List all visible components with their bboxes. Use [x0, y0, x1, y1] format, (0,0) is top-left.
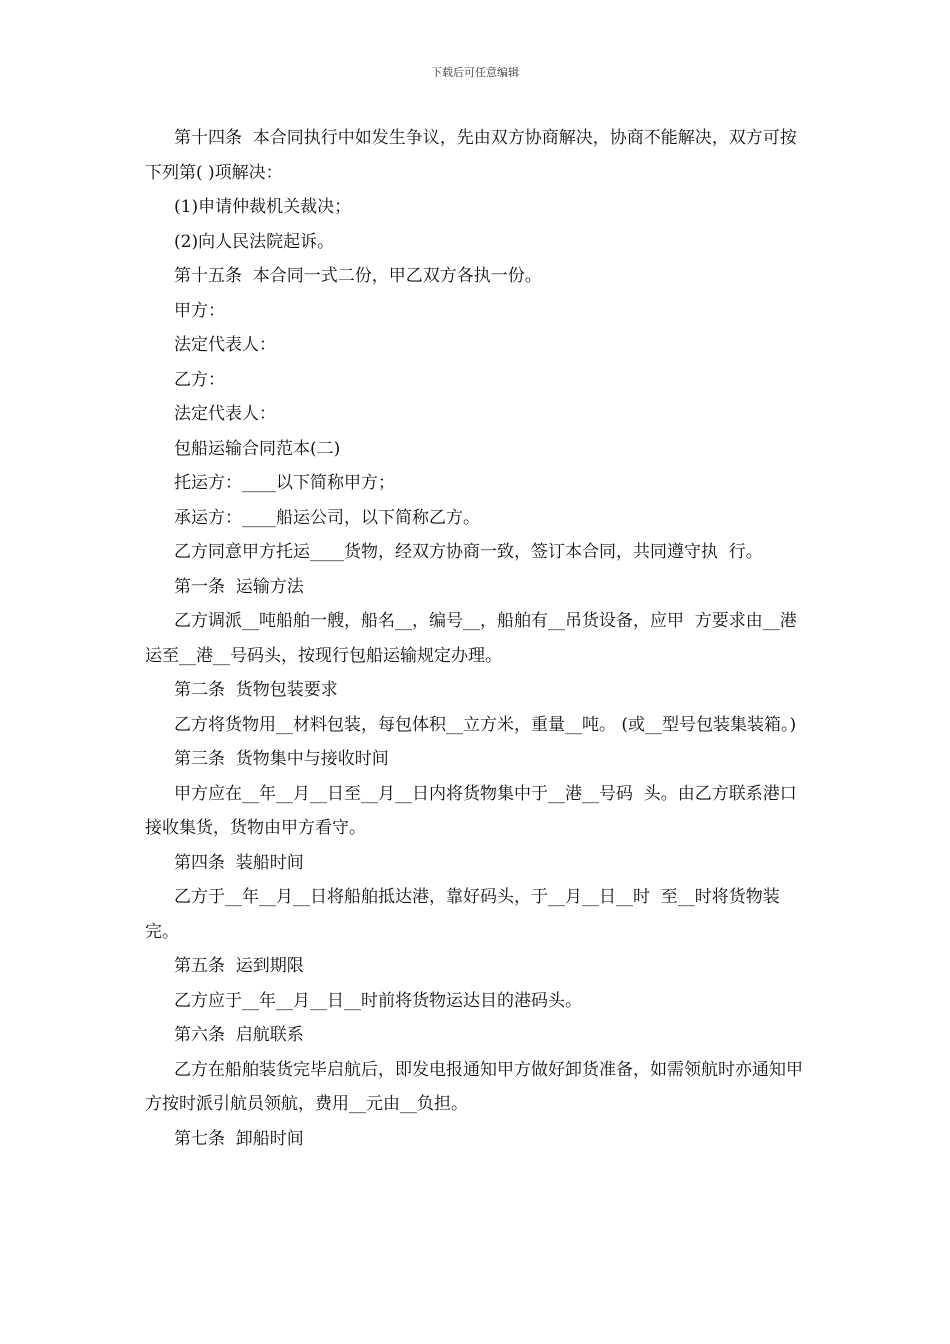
- party-a-label: 甲方：: [174, 300, 225, 321]
- article-4-heading: 第四条 装船时间: [174, 852, 304, 873]
- contract-title: 包船运输合同范本(二): [174, 438, 341, 459]
- article-1-heading: 第一条 运输方法: [174, 576, 304, 597]
- article-2-heading: 第二条 货物包装要求: [174, 680, 338, 700]
- page-header: 下载后可任意编辑: [431, 66, 519, 79]
- clause-14: 第十四条 本合同执行中如发生争议，先由双方协商解决，协商不能解决，双方可按下列第( )项解决：: [145, 128, 797, 183]
- shipper-line: 托运方：____以下简称甲方；: [174, 473, 395, 493]
- article-7-heading: 第七条 卸船时间: [174, 1128, 304, 1149]
- party-b-representative: 法定代表人：: [174, 404, 276, 424]
- article-5-heading: 第五条 运到期限: [174, 956, 304, 976]
- option-court: (2)向人民法院起诉。: [174, 231, 335, 252]
- party-a-representative: 法定代表人：: [174, 335, 276, 355]
- option-arbitration: (1)申请仲裁机关裁决；: [174, 197, 352, 217]
- article-6-heading: 第六条 启航联系: [174, 1025, 304, 1045]
- party-b-label: 乙方：: [174, 369, 225, 390]
- article-3-body: 甲方应在__年__月__日至__月__日内将货物集中于__港__号码 头。由乙方联系港口接收集货，货物由甲方看守。: [145, 783, 797, 838]
- article-4-body: 乙方于__年__月__日将船舶抵达港，靠好码头，于__月__日__时 至__时将货物装完。: [145, 887, 780, 942]
- article-6-body: 乙方在船舶装货完毕启航后，即发电报通知甲方做好卸货准备，如需领航时亦通知甲方按时派引航员领航，费用__元由__负担。: [145, 1059, 803, 1114]
- article-2-body: 乙方将货物用__材料包装，每包体积__立方米，重量__吨。 (或__型号包装集装箱。): [174, 714, 797, 735]
- article-1-body: 乙方调派__吨船舶一艘，船名__，编号__，船舶有__吊货设备，应甲 方要求由__港运至__港__号码头，按现行包船运输规定办理。: [145, 611, 797, 666]
- carrier-line: 承运方：____船运公司，以下简称乙方。: [174, 507, 480, 528]
- article-3-heading: 第三条 货物集中与接收时间: [174, 749, 389, 769]
- agreement-intro: 乙方同意甲方托运____货物，经双方协商一致，签订本合同，共同遵守执 行。: [174, 542, 763, 562]
- clause-15: 第十五条 本合同一式二份，甲乙双方各执一份。: [174, 266, 542, 286]
- document-body: [145, 121, 810, 1156]
- article-5-body: 乙方应于__年__月__日__时前将货物运达目的港码头。: [174, 990, 582, 1011]
